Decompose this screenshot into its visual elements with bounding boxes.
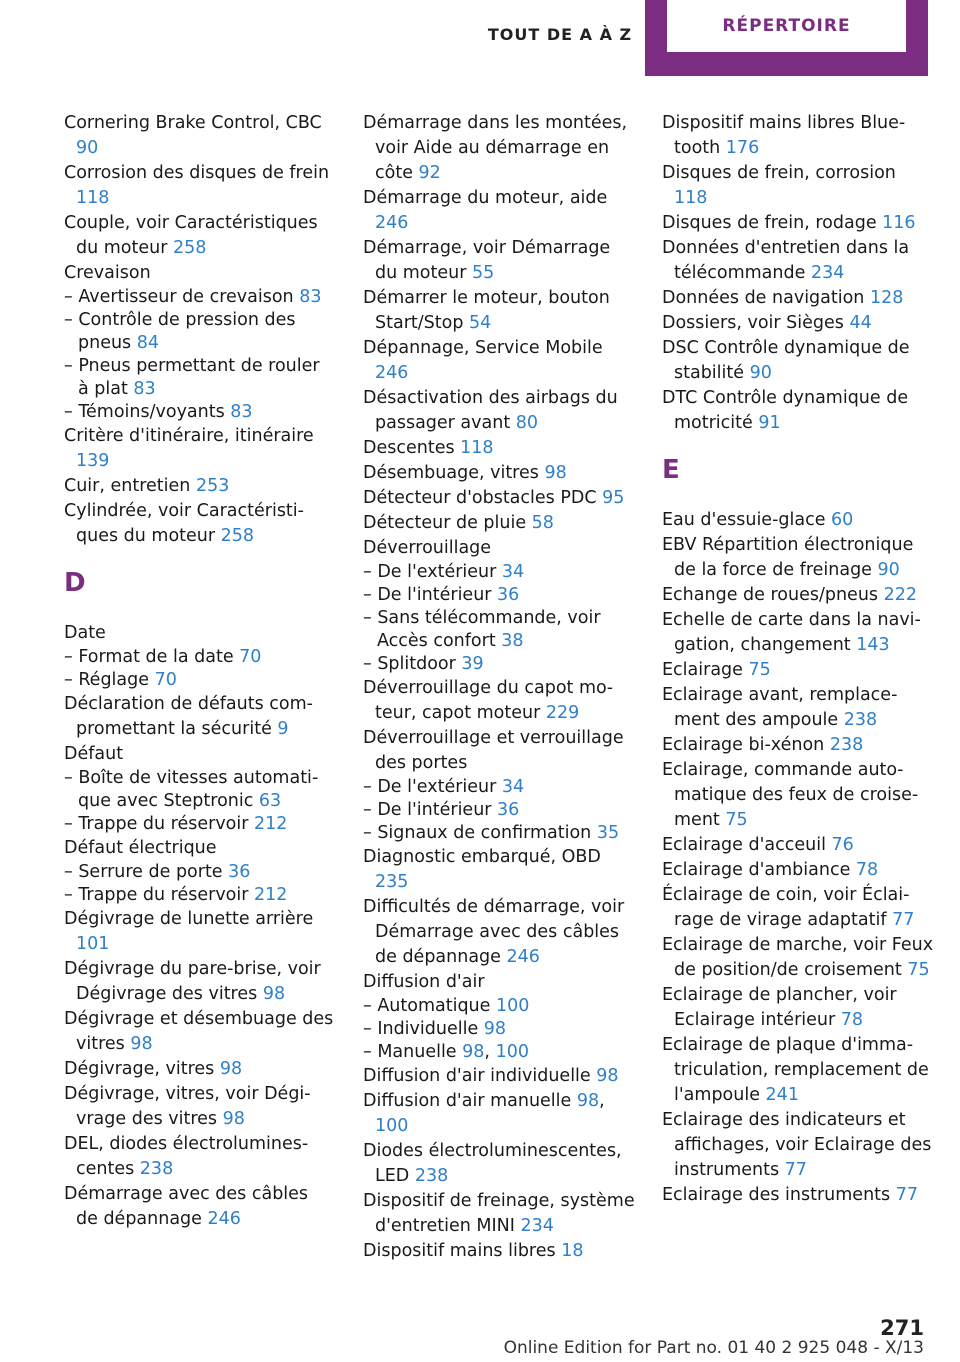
edition-note: Online Edition for Part no. 01 40 2 925 048 - X/13 bbox=[503, 1338, 924, 1358]
entry-text: Descentes bbox=[363, 438, 461, 458]
entry-text: Eclairage de plaque d'immatriculation, remplacement de l'ampoule bbox=[662, 1035, 929, 1105]
entry-text: Données d'entretien dans la télécommande bbox=[662, 238, 910, 283]
page-link[interactable]: 34 bbox=[501, 562, 525, 582]
page-link[interactable]: 238 bbox=[139, 1159, 174, 1179]
page-link[interactable]: 118 bbox=[674, 188, 708, 208]
page-link[interactable]: 98 bbox=[576, 1091, 600, 1111]
page-link[interactable]: 253 bbox=[195, 476, 230, 496]
page-link[interactable]: 90 bbox=[76, 138, 99, 158]
index-entry bbox=[662, 211, 934, 236]
index-entry bbox=[363, 111, 635, 186]
page-link[interactable]: 77 bbox=[895, 1185, 918, 1205]
entry-text: Désembuage, vitres bbox=[363, 463, 545, 483]
entry-text: DTC Contrôle dynamique de motricité bbox=[662, 388, 909, 433]
page-link[interactable]: 238 bbox=[414, 1166, 449, 1186]
page-link[interactable]: 36 bbox=[228, 862, 251, 882]
page-link[interactable]: 34 bbox=[501, 777, 525, 797]
entry-text: – Trappe du réservoir bbox=[64, 885, 254, 905]
page-link[interactable]: 75 bbox=[748, 660, 771, 680]
entry-text: Déverrouillage bbox=[363, 538, 492, 558]
index-subentry bbox=[64, 286, 334, 309]
entry-text: Eclairage bi-xénon bbox=[662, 735, 830, 755]
entry-text: Cornering Brake Control, CBC bbox=[64, 113, 322, 133]
page-link[interactable]: 235 bbox=[375, 872, 409, 892]
page-link[interactable]: 18 bbox=[561, 1241, 584, 1261]
index-entry bbox=[662, 336, 934, 386]
entry-text: Crevaison bbox=[64, 263, 151, 283]
page-link[interactable]: 241 bbox=[765, 1085, 799, 1105]
entry-text: – Individuelle bbox=[363, 1019, 484, 1039]
index-column-1 bbox=[64, 111, 334, 1232]
entry-text: Dégivrage, vitres, voir Dégivrage des vitres bbox=[64, 1084, 311, 1129]
page-link[interactable]: 100 bbox=[375, 1116, 409, 1136]
page-link[interactable]: 78 bbox=[855, 860, 879, 880]
entry-text: Dégivrage de lunette arrière bbox=[64, 909, 314, 929]
page-link[interactable]: 118 bbox=[460, 438, 494, 458]
entry-text: Cylindrée, voir Caractéristiques du moteur bbox=[64, 501, 304, 546]
page-link[interactable]: 100 bbox=[495, 1042, 529, 1062]
index-entry bbox=[363, 895, 635, 970]
index-subentry bbox=[363, 1041, 635, 1064]
page-link[interactable]: 90 bbox=[749, 363, 772, 383]
page-link[interactable]: 83 bbox=[299, 287, 322, 307]
page-link[interactable]: 176 bbox=[725, 138, 760, 158]
index-entry bbox=[662, 508, 934, 533]
page-link[interactable]: 246 bbox=[375, 363, 409, 383]
index-entry bbox=[662, 758, 934, 833]
entry-text: Date bbox=[64, 623, 106, 643]
index-entry bbox=[662, 608, 934, 658]
index-entry bbox=[64, 111, 334, 161]
page-link[interactable]: 54 bbox=[469, 313, 492, 333]
index-entry bbox=[662, 533, 934, 583]
entry-text: Dispositif de freinage, système d'entretien MINI bbox=[363, 1191, 635, 1236]
page-link[interactable]: 98 bbox=[462, 1042, 485, 1062]
page-link[interactable]: 116 bbox=[882, 213, 916, 233]
page-link[interactable]: 39 bbox=[461, 654, 484, 674]
page-link[interactable]: 246 bbox=[375, 213, 409, 233]
entry-text: Diffusion d'air individuelle bbox=[363, 1066, 597, 1086]
entry-text: Diffusion d'air manuelle bbox=[363, 1091, 577, 1111]
entry-text: Diffusion d'air bbox=[363, 972, 485, 992]
page-link[interactable]: 98 bbox=[222, 1109, 245, 1129]
index-entry bbox=[662, 858, 934, 883]
entry-text: Eclairage des instruments bbox=[662, 1185, 896, 1205]
index-entry bbox=[363, 1139, 635, 1189]
page-link[interactable]: 76 bbox=[831, 835, 854, 855]
index-entry bbox=[64, 161, 334, 211]
index-entry bbox=[363, 511, 635, 536]
entry-text: – Manuelle bbox=[363, 1042, 463, 1062]
page-link[interactable]: 75 bbox=[907, 960, 930, 980]
entry-text: Données de navigation bbox=[662, 288, 870, 308]
entry-text: – Automatique bbox=[363, 996, 496, 1016]
entry-text: Eclairage avant, remplacement des ampoule bbox=[662, 685, 898, 730]
page-link[interactable]: 234 bbox=[520, 1216, 554, 1236]
entry-text: – Splitdoor bbox=[363, 654, 462, 674]
page-link[interactable]: 60 bbox=[831, 510, 854, 530]
entry-text: Echelle de carte dans la navigation, changement bbox=[662, 610, 921, 655]
index-entry bbox=[363, 1189, 635, 1239]
index-entry bbox=[662, 1108, 934, 1183]
page-link[interactable]: 143 bbox=[856, 635, 890, 655]
index-entry bbox=[363, 236, 635, 286]
index-entry bbox=[64, 499, 334, 549]
entry-text: Diagnostic embarqué, OBD bbox=[363, 847, 601, 867]
section-title: TOUT DE A À Z bbox=[487, 24, 633, 44]
index-entry bbox=[64, 742, 334, 767]
index-subentry bbox=[64, 767, 334, 813]
index-entry bbox=[662, 658, 934, 683]
entry-text: Défaut électrique bbox=[64, 838, 217, 858]
page-link[interactable]: 38 bbox=[501, 631, 524, 651]
page-link[interactable]: 101 bbox=[76, 934, 110, 954]
page-separator: , bbox=[599, 1091, 605, 1111]
index-subentry bbox=[363, 995, 635, 1018]
index-entry bbox=[662, 311, 934, 336]
page-link[interactable]: 92 bbox=[418, 163, 441, 183]
index-column-2 bbox=[363, 111, 635, 1264]
entry-text: Dégivrage, vitres bbox=[64, 1059, 220, 1079]
index-entry bbox=[363, 1239, 635, 1264]
entry-text: Désactivation des airbags du passager avant bbox=[363, 388, 618, 433]
entry-text: – De l'extérieur bbox=[363, 777, 502, 797]
section-letter: D bbox=[64, 568, 86, 598]
entry-text: Disques de frein, rodage bbox=[662, 213, 883, 233]
entry-text: EBV Répartition électronique de la force de freinage bbox=[662, 535, 914, 580]
page-link[interactable]: 212 bbox=[254, 885, 288, 905]
entry-text: – Signaux de confirmation bbox=[363, 823, 597, 843]
index-entry bbox=[662, 883, 934, 933]
index-entry bbox=[662, 983, 934, 1033]
index-entry bbox=[363, 186, 635, 236]
page-link[interactable]: 118 bbox=[76, 188, 110, 208]
index-entry bbox=[662, 386, 934, 436]
page-link[interactable]: 258 bbox=[220, 526, 255, 546]
page-link[interactable]: 222 bbox=[883, 585, 917, 605]
page-link[interactable]: 36 bbox=[497, 585, 520, 605]
index-entry bbox=[662, 111, 934, 161]
page-link[interactable]: 58 bbox=[531, 513, 554, 533]
page-link[interactable]: 98 bbox=[596, 1066, 619, 1086]
page-link[interactable]: 83 bbox=[230, 402, 253, 422]
entry-text: Dossiers, voir Sièges bbox=[662, 313, 850, 333]
index-entry bbox=[662, 833, 934, 858]
entry-text: Dégivrage et désembuage des vitres bbox=[64, 1009, 334, 1054]
entry-text: Cuir, entretien bbox=[64, 476, 196, 496]
index-entry bbox=[64, 957, 334, 1007]
index-entry bbox=[363, 486, 635, 511]
index-subentry bbox=[363, 1018, 635, 1041]
entry-text: Eclairage de plancher, voir Eclairage intérieur bbox=[662, 985, 897, 1030]
entry-text: DEL, diodes électroluminescentes bbox=[64, 1134, 309, 1179]
entry-text: Eclairage d'acceuil bbox=[662, 835, 832, 855]
entry-text: Disques de frein, corrosion bbox=[662, 163, 896, 183]
page-link[interactable]: 44 bbox=[849, 313, 872, 333]
index-entry bbox=[662, 236, 934, 286]
page-link[interactable]: 246 bbox=[207, 1209, 241, 1229]
entry-text: Dispositif mains libres Bluetooth bbox=[662, 113, 906, 158]
entry-text: – Pneus permettant de rouler à plat bbox=[64, 356, 320, 399]
entry-text: Eau d'essuie-glace bbox=[662, 510, 832, 530]
page-link[interactable]: 55 bbox=[472, 263, 495, 283]
entry-text: Eclairage bbox=[662, 660, 749, 680]
page-number: 271 bbox=[880, 1316, 924, 1340]
index-subentry bbox=[64, 884, 334, 907]
index-subentry bbox=[64, 669, 334, 692]
page-link[interactable]: 35 bbox=[596, 823, 620, 843]
entry-text: Dispositif mains libres bbox=[363, 1241, 562, 1261]
entry-text: Démarrage avec des câbles de dépannage bbox=[64, 1184, 309, 1229]
page-link[interactable]: 90 bbox=[877, 560, 900, 580]
page-link[interactable]: 139 bbox=[76, 451, 110, 471]
index-entry bbox=[363, 1064, 635, 1089]
index-entry bbox=[363, 536, 635, 561]
index-entry bbox=[64, 211, 334, 261]
entry-text: – Format de la date bbox=[64, 647, 240, 667]
page-link[interactable]: 77 bbox=[784, 1160, 807, 1180]
index-entry bbox=[662, 1033, 934, 1108]
page-link[interactable]: 234 bbox=[810, 263, 845, 283]
entry-text: Détecteur d'obstacles PDC bbox=[363, 488, 603, 508]
page-link[interactable]: 246 bbox=[506, 947, 540, 967]
index-entry bbox=[363, 676, 635, 726]
entry-text: Démarrer le moteur, bouton Start/Stop bbox=[363, 288, 610, 333]
entry-text: Difficultés de démarrage, voir Démarrage avec des câbles de dépannage bbox=[363, 897, 625, 967]
index-entry bbox=[64, 1132, 334, 1182]
index-subentry bbox=[64, 813, 334, 836]
page-link[interactable]: 36 bbox=[497, 800, 520, 820]
chapter-tab-label: RÉPERTOIRE bbox=[722, 16, 851, 36]
index-subentry bbox=[363, 561, 635, 584]
page-link[interactable]: 238 bbox=[843, 710, 878, 730]
page-link[interactable]: 70 bbox=[154, 670, 177, 690]
entry-text: DSC Contrôle dynamique de stabilité bbox=[662, 338, 910, 383]
entry-text: Démarrage, voir Démarrage du moteur bbox=[363, 238, 611, 283]
entry-text: Dépannage, Service Mobile bbox=[363, 338, 603, 358]
index-entry bbox=[363, 436, 635, 461]
page-link[interactable]: 98 bbox=[483, 1019, 507, 1039]
entry-text: Diodes électroluminescentes, LED bbox=[363, 1141, 622, 1186]
entry-text: Dégivrage du pare-brise, voir Dégivrage des vitres bbox=[64, 959, 321, 1004]
index-entry bbox=[64, 1057, 334, 1082]
entry-text: Couple, voir Caractéristiques du moteur bbox=[64, 213, 318, 258]
entry-text: – Boîte de vitesses automatique avec Steptronic bbox=[64, 768, 319, 811]
index-entry bbox=[64, 836, 334, 861]
page-link[interactable]: 212 bbox=[254, 814, 288, 834]
index-subentry bbox=[64, 646, 334, 669]
index-entry bbox=[662, 161, 934, 211]
entry-text: – Avertisseur de crevaison bbox=[64, 287, 300, 307]
page-link[interactable]: 258 bbox=[173, 238, 207, 258]
index-entry bbox=[64, 1007, 334, 1057]
entry-text: – De l'extérieur bbox=[363, 562, 502, 582]
page-link[interactable]: 100 bbox=[495, 996, 530, 1016]
entry-text: Défaut bbox=[64, 744, 124, 764]
page-separator: , bbox=[484, 1042, 496, 1062]
index-entry bbox=[363, 1089, 635, 1139]
index-subentry bbox=[363, 799, 635, 822]
index-entry bbox=[64, 424, 334, 474]
index-entry bbox=[64, 1182, 334, 1232]
page-link[interactable]: 77 bbox=[892, 910, 915, 930]
entry-text: Déverrouillage du capot moteur, capot moteur bbox=[363, 678, 614, 723]
entry-text: Corrosion des disques de frein bbox=[64, 163, 330, 183]
entry-text: – Témoins/voyants bbox=[64, 402, 231, 422]
index-entry bbox=[363, 726, 635, 776]
entry-text: Eclairage de marche, voir Feux de position/de croisement bbox=[662, 935, 934, 980]
index-entry bbox=[363, 970, 635, 995]
page-link[interactable]: 70 bbox=[239, 647, 262, 667]
index-entry bbox=[662, 1183, 934, 1208]
index-entry bbox=[64, 907, 334, 957]
index-entry bbox=[64, 621, 334, 646]
entry-text: Éclairage de coin, voir Éclairage de virage adaptatif bbox=[662, 885, 910, 930]
index-subentry bbox=[363, 584, 635, 607]
index-entry bbox=[64, 692, 334, 742]
page-link[interactable]: 98 bbox=[219, 1059, 243, 1079]
entry-text: Détecteur de pluie bbox=[363, 513, 532, 533]
entry-text: Eclairage des indicateurs et affichages, voir Eclairage des instruments bbox=[662, 1110, 932, 1180]
entry-text: Eclairage, commande automatique des feux de croisement bbox=[662, 760, 919, 830]
index-entry bbox=[363, 336, 635, 386]
page-link[interactable]: 98 bbox=[544, 463, 567, 483]
page-link[interactable]: 78 bbox=[840, 1010, 864, 1030]
entry-text: Déverrouillage et verrouillage des portes bbox=[363, 728, 624, 773]
index-subentry bbox=[64, 401, 334, 424]
index-entry bbox=[662, 286, 934, 311]
entry-text: – Contrôle de pression des pneus bbox=[64, 310, 296, 353]
page-link[interactable]: 98 bbox=[130, 1034, 153, 1054]
index-subentry bbox=[363, 776, 635, 799]
entry-text: Eclairage d'ambiance bbox=[662, 860, 856, 880]
entry-text: Démarrage du moteur, aide bbox=[363, 188, 608, 208]
index-entry bbox=[662, 583, 934, 608]
index-entry bbox=[662, 933, 934, 983]
index-subentry bbox=[363, 822, 635, 845]
entry-text: – Réglage bbox=[64, 670, 155, 690]
page-link[interactable]: 9 bbox=[277, 719, 289, 739]
page-link[interactable]: 238 bbox=[829, 735, 864, 755]
entry-text: Démarrage dans les montées, voir Aide au démarrage en côte bbox=[363, 113, 628, 183]
entry-text: Echange de roues/pneus bbox=[662, 585, 884, 605]
page-link[interactable]: 80 bbox=[515, 413, 539, 433]
page-link[interactable]: 75 bbox=[725, 810, 748, 830]
chapter-tab[interactable] bbox=[645, 0, 928, 76]
page-link[interactable]: 84 bbox=[136, 333, 160, 353]
index-column-3 bbox=[662, 111, 934, 1208]
page-link[interactable]: 229 bbox=[545, 703, 580, 723]
page-link[interactable]: 98 bbox=[262, 984, 286, 1004]
page-link[interactable]: 95 bbox=[602, 488, 625, 508]
entry-text: – De l'intérieur bbox=[363, 585, 498, 605]
index-entry bbox=[64, 261, 334, 286]
chapter-tab-inner bbox=[667, 0, 906, 52]
index-entry bbox=[363, 386, 635, 436]
page-link[interactable]: 91 bbox=[758, 413, 781, 433]
index-entry bbox=[64, 1082, 334, 1132]
entry-text: – Sans télécommande, voir Accès confort bbox=[363, 608, 601, 651]
index-subentry bbox=[64, 309, 334, 355]
entry-text: Critère d'itinéraire, itinéraire bbox=[64, 426, 314, 446]
index-entry bbox=[363, 845, 635, 895]
index-entry bbox=[363, 286, 635, 336]
page-link[interactable]: 63 bbox=[258, 791, 282, 811]
index-subentry bbox=[363, 607, 635, 653]
index-entry bbox=[64, 474, 334, 499]
index-subentry bbox=[363, 653, 635, 676]
page-link[interactable]: 83 bbox=[133, 379, 156, 399]
entry-text: – De l'intérieur bbox=[363, 800, 498, 820]
page-link[interactable]: 128 bbox=[869, 288, 904, 308]
index-entry bbox=[662, 683, 934, 733]
section-letter: E bbox=[662, 455, 680, 485]
index-subentry bbox=[64, 861, 334, 884]
index-entry bbox=[363, 461, 635, 486]
index-entry bbox=[662, 733, 934, 758]
index-subentry bbox=[64, 355, 334, 401]
entry-text: – Serrure de porte bbox=[64, 862, 229, 882]
entry-text: Déclaration de défauts compromettant la sécurité bbox=[64, 694, 313, 739]
entry-text: – Trappe du réservoir bbox=[64, 814, 254, 834]
